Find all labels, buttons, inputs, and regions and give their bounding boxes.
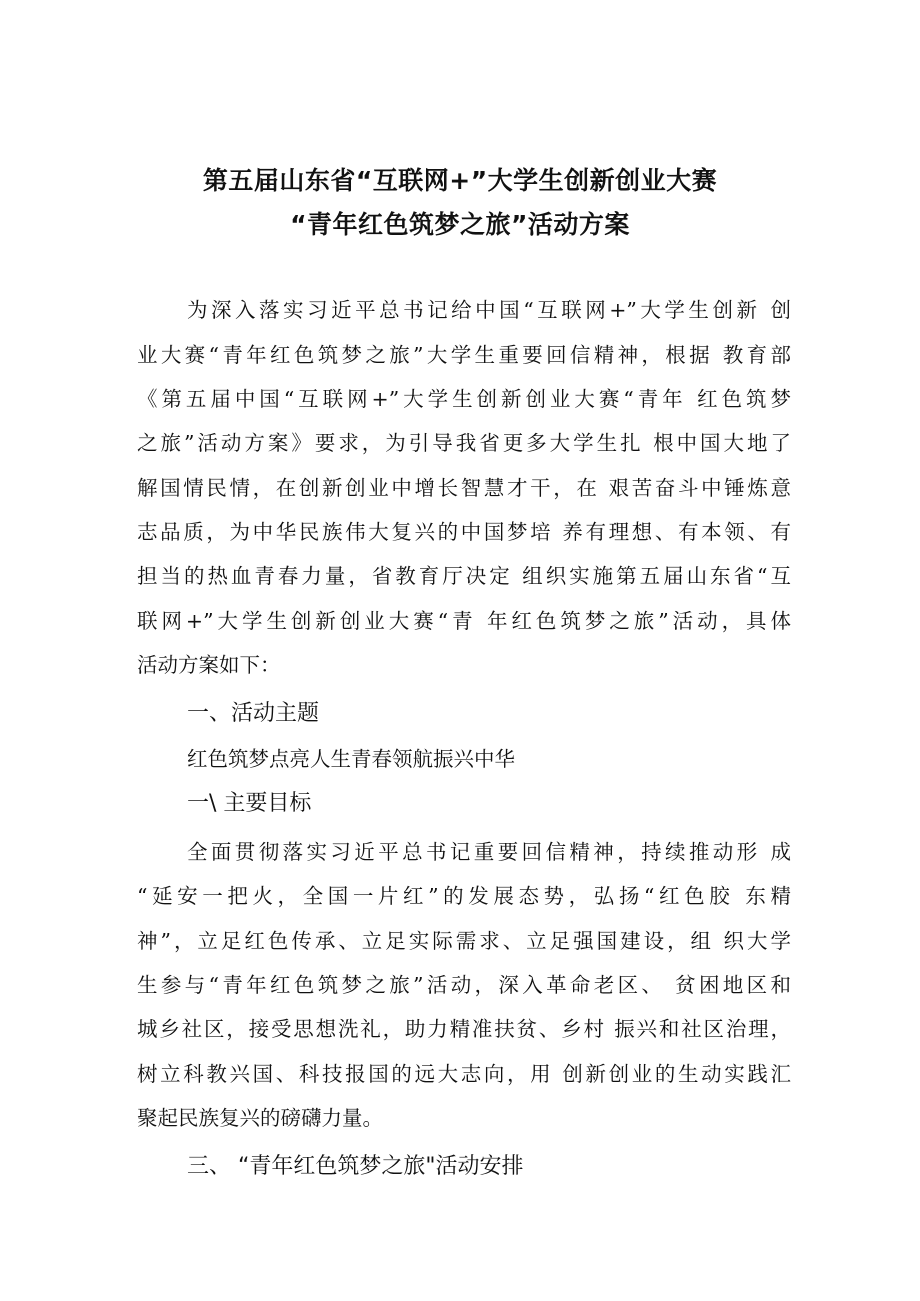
goals-line: 树立科教兴国、科技报国的远大志向，用 创新创业的生动实践汇 — [137, 1062, 791, 1086]
intro-line: 《第五届中国“互联网+”大学生创新创业大赛“青年 红色筑梦 — [137, 387, 791, 411]
section-heading-goals: 一\ 主要目标 — [187, 791, 312, 816]
intro-line: 联网+”大学生创新创业大赛“青 年红色筑梦之旅”活动，具体 — [137, 609, 791, 633]
goals-line: 生参与“青年红色筑梦之旅”活动，深入革命老区、 贫困地区和 — [137, 973, 791, 997]
theme-text: 红色筑梦点亮人生青春领航振兴中华 — [187, 747, 515, 771]
goals-line: “延安一把火，全国一片红”的发展态势，弘扬“红色胶 东精 — [137, 884, 791, 908]
intro-line: 之旅”活动方案》要求，为引导我省更多大学生扎 根中国大地了 — [137, 431, 791, 455]
intro-line: 志品质，为中华民族伟大复兴的中国梦培 养有理想、有本领、有 — [137, 520, 791, 544]
document-title-line-2: “青年红色筑梦之旅”活动方案 — [290, 210, 630, 239]
intro-line: 业大赛“青年红色筑梦之旅”大学生重要回信精神，根据 教育部 — [137, 343, 791, 367]
section-heading-theme: 一、活动主题 — [187, 701, 320, 726]
intro-line: 活动方案如下： — [137, 653, 281, 677]
goals-line: 神”，立足红色传承、立足实际需求、立足强国建设，组 织大学 — [137, 929, 791, 953]
document-title-line-1: 第五届山东省“互联网+”大学生创新创业大赛 — [202, 166, 718, 195]
goals-line: 城乡社区，接受思想洗礼，助力精准扶贫、乡村 振兴和社区治理， — [137, 1017, 791, 1041]
intro-line: 为深入落实习近平总书记给中国“互联网+”大学生创新 创 — [187, 298, 791, 322]
intro-line: 担当的热血青春力量，省教育厅决定 组织实施第五届山东省“互 — [137, 564, 791, 588]
goals-line: 聚起民族复兴的磅礴力量。 — [137, 1106, 383, 1130]
goals-line: 全面贯彻落实习近平总书记重要回信精神，持续推动形 成 — [187, 840, 791, 864]
intro-line: 解国情民情，在创新创业中增长智慧才干，在 艰苦奋斗中锤炼意 — [137, 476, 791, 500]
section-heading-arrangements: 三、 “青年红色筑梦之旅"活动安排 — [187, 1154, 524, 1179]
